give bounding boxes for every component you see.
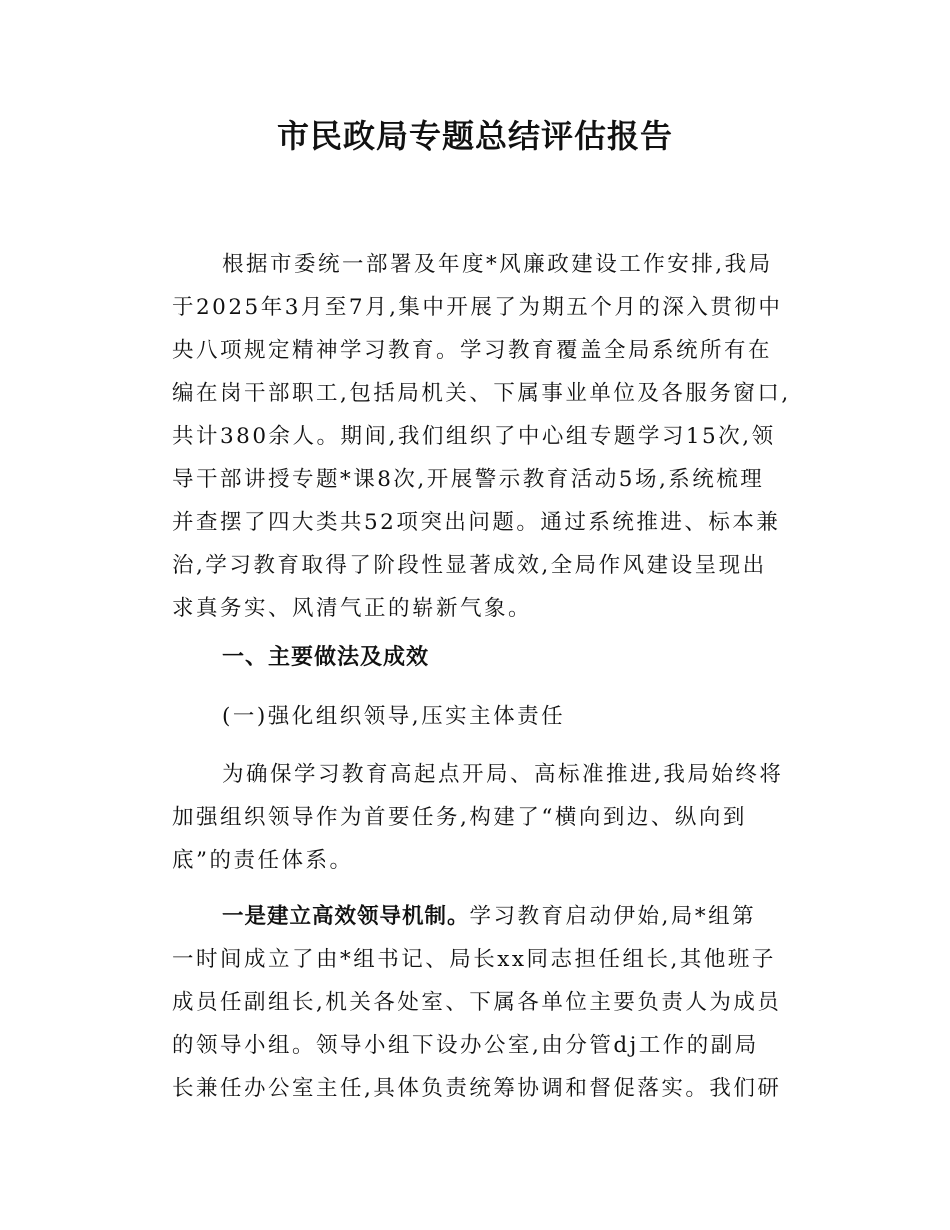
paragraph-lead: 一是建立高效领导机制。 bbox=[222, 904, 470, 929]
paragraph-line: 的领导小组。领导小组下设办公室,由分管dj工作的副局 bbox=[172, 1033, 759, 1058]
paragraph-3 bbox=[172, 895, 792, 1110]
paragraph-line: 于2025年3月至7月,集中开展了为期五个月的深入贯彻中 bbox=[172, 295, 783, 320]
paragraph-line: 并查摆了四大类共52项突出问题。通过系统推进、标本兼 bbox=[172, 510, 781, 535]
paragraph-line: 导干部讲授专题*课8次,开展警示教育活动5场,系统梳理 bbox=[172, 467, 765, 492]
paragraph-line: 编在岗干部职工,包括局机关、下属事业单位及各服务窗口, bbox=[172, 381, 791, 406]
paragraph-line: 一时间成立了由*组书记、局长xx同志担任组长,其他班子 bbox=[172, 947, 776, 972]
document-title: 市民政局专题总结评估报告 bbox=[276, 117, 673, 155]
paragraph-line: 求真务实、风清气正的崭新气象。 bbox=[172, 596, 533, 621]
paragraph-2 bbox=[172, 753, 792, 882]
subsection-1-heading: (一)强化组织领导,压实主体责任 bbox=[222, 704, 566, 729]
paragraph-line: 底”的责任体系。 bbox=[172, 848, 354, 873]
section-1-heading: 一、主要做法及成效 bbox=[222, 645, 430, 670]
subsection-heading bbox=[172, 695, 792, 738]
paragraph-line: 治,学习教育取得了阶段性显著成效,全局作风建设呈现出 bbox=[172, 553, 767, 578]
paragraph-line: 为确保学习教育高起点开局、高标准推进,我局始终将 bbox=[222, 762, 784, 787]
paragraph-line-rest: 学习教育启动伊始,局*组第 bbox=[469, 904, 757, 929]
paragraph-line: 加强组织领导作为首要任务,构建了“横向到边、纵向到 bbox=[172, 805, 747, 830]
paragraph-line: 根据市委统一部署及年度*风廉政建设工作安排,我局 bbox=[222, 252, 773, 277]
intro-paragraph bbox=[172, 243, 792, 630]
paragraph-line bbox=[172, 895, 792, 938]
paragraph-line: 成员任副组长,机关各处室、下属各单位主要负责人为成员 bbox=[172, 990, 782, 1015]
paragraph-line: 共计380余人。期间,我们组织了中心组专题学习15次,领 bbox=[172, 424, 776, 449]
section-heading bbox=[172, 636, 792, 679]
paragraph-line: 央八项规定精神学习教育。学习教育覆盖全局系统所有在 bbox=[172, 338, 773, 363]
paragraph-line: 长兼任办公室主任,具体负责统筹协调和督促落实。我们研 bbox=[172, 1076, 782, 1101]
